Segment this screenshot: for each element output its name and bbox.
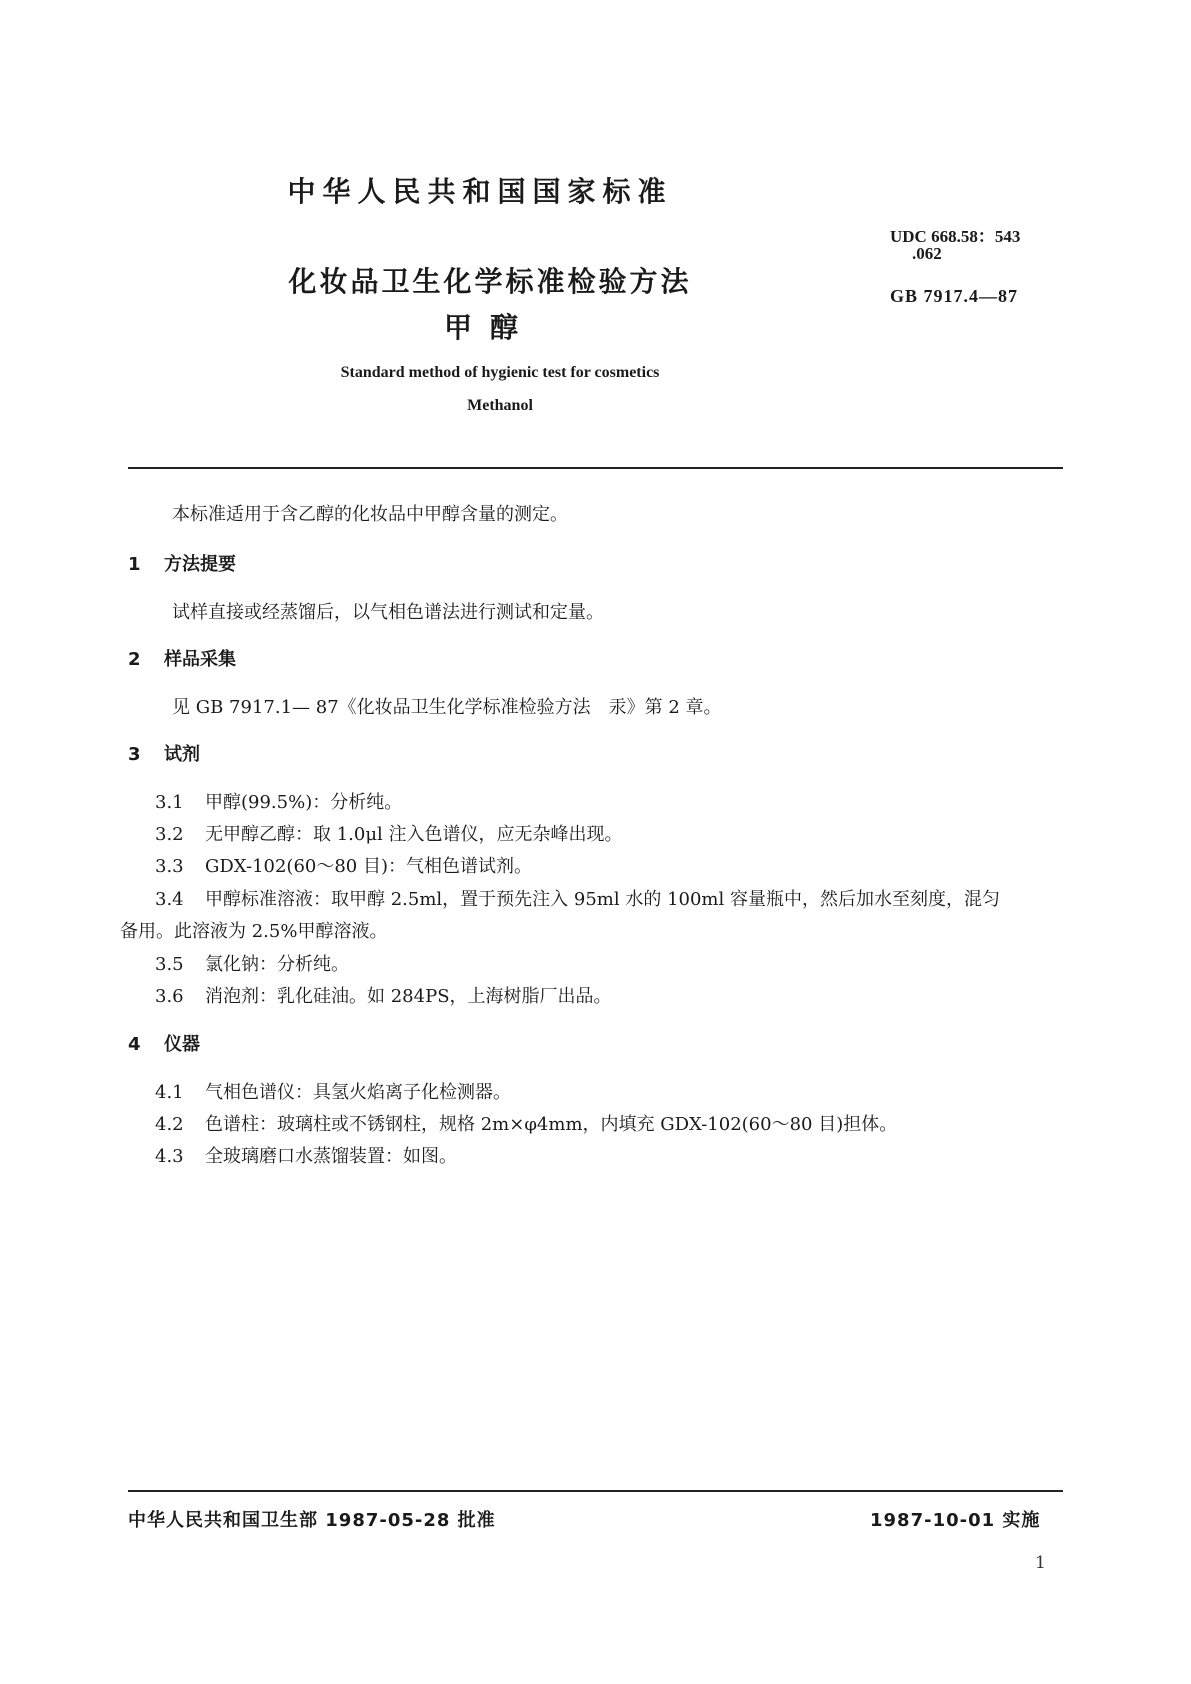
approval-line: 中华人民共和国卫生部 1987-05-28 批准 (128, 1510, 496, 1531)
item-3-1-number: 3.1 (155, 792, 184, 813)
section-4-heading (128, 1030, 200, 1056)
national-standard-heading: 中华人民共和国国家标准 (287, 175, 673, 208)
section-2-title: 样品采集 (164, 649, 236, 670)
section-1-heading (128, 550, 236, 576)
section-1-number: 1 (128, 554, 141, 575)
effective-date: 1987-10-01 实施 (870, 1510, 1041, 1531)
section-2-number: 2 (128, 649, 141, 670)
item-4-3 (155, 1142, 457, 1168)
section-4-title: 仪器 (164, 1034, 200, 1055)
item-4-2-number: 4.2 (155, 1114, 184, 1135)
title-zh-line1: 化妆品卫生化学标准检验方法 (288, 265, 692, 298)
item-3-1-text: 甲醇(99.5%)：分析纯。 (205, 792, 403, 813)
item-3-5-number: 3.5 (155, 954, 184, 975)
item-3-4-number: 3.4 (155, 889, 184, 910)
udc-code-line1: UDC 668.58：543 (890, 227, 1021, 246)
section-4-number: 4 (128, 1034, 141, 1055)
top-divider (128, 467, 1063, 469)
section-3-number: 3 (128, 744, 141, 765)
item-3-3-text: GDX-102(60～80 目)：气相色谱试剂。 (205, 856, 532, 877)
item-4-1 (155, 1078, 511, 1104)
item-3-2-number: 3.2 (155, 824, 184, 845)
item-3-5 (155, 950, 349, 976)
item-3-3 (155, 852, 532, 878)
section-2-text: 见 GB 7917.1— 87《化妆品卫生化学标准检验方法 汞》第 2 章。 (172, 697, 722, 718)
item-3-2-text: 无甲醇乙醇：取 1.0μl 注入色谱仪，应无杂峰出现。 (205, 824, 623, 845)
section-1-text: 试样直接或经蒸馏后，以气相色谱法进行测试和定量。 (172, 602, 604, 623)
title-en-line2: Methanol (467, 397, 533, 414)
title-en-line1: Standard method of hygienic test for cosmetics (340, 364, 660, 381)
page-number: 1 (1035, 1553, 1046, 1573)
item-3-6 (155, 982, 612, 1008)
item-3-5-text: 氯化钠：分析纯。 (205, 954, 349, 975)
item-4-3-text: 全玻璃磨口水蒸馏装置：如图。 (205, 1146, 457, 1167)
section-3-heading (128, 740, 200, 766)
item-4-1-text: 气相色谱仪：具氢火焰离子化检测器。 (205, 1082, 511, 1103)
scope-paragraph: 本标准适用于含乙醇的化妆品中甲醇含量的测定。 (172, 504, 568, 525)
bottom-divider (128, 1490, 1063, 1492)
item-3-4 (155, 885, 1000, 911)
item-3-1 (155, 788, 402, 814)
item-3-3-number: 3.3 (155, 856, 184, 877)
section-1-title: 方法提要 (164, 554, 236, 575)
item-4-1-number: 4.1 (155, 1082, 184, 1103)
item-4-2 (155, 1110, 897, 1136)
item-3-4-continuation: 备用。此溶液为 2.5%甲醇溶液。 (120, 921, 388, 942)
title-zh-line2: 甲醇 (443, 311, 536, 344)
item-3-4-text: 甲醇标准溶液：取甲醇 2.5ml，置于预先注入 95ml 水的 100ml 容量瓶中，然后加水至刻度，混匀 (205, 889, 1000, 910)
item-3-6-text: 消泡剂：乳化硅油。如 284PS，上海树脂厂出品。 (205, 986, 612, 1007)
item-4-2-text: 色谱柱：玻璃柱或不锈钢柱，规格 2m×φ4mm，内填充 GDX-102(60～80 目)担体。 (205, 1114, 898, 1135)
item-3-6-number: 3.6 (155, 986, 184, 1007)
udc-code-line2: .062 (912, 244, 942, 263)
gb-number: GB 7917.4—87 (890, 286, 1019, 306)
section-3-title: 试剂 (164, 744, 200, 765)
item-3-2 (155, 820, 623, 846)
item-4-3-number: 4.3 (155, 1146, 184, 1167)
section-2-heading (128, 645, 236, 671)
